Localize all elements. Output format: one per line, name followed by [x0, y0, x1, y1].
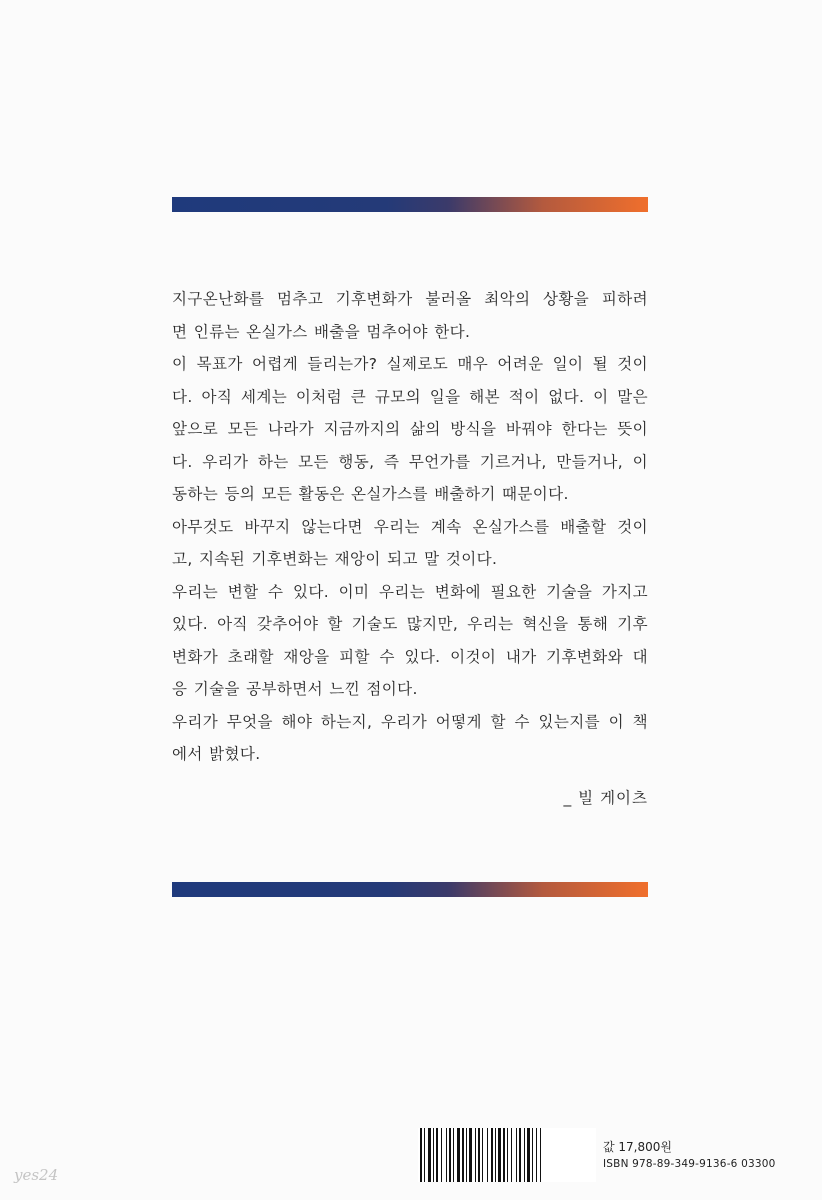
text-line: 아무것도 바꾸지 않는다면 우리는 계속 온실가스를 배출할 것이: [172, 517, 648, 536]
barcode-bar: [495, 1128, 496, 1182]
top-gradient-rule: [172, 197, 648, 212]
barcode-bar: [503, 1128, 505, 1182]
text-line: 면 인류는 온실가스 배출을 멈추어야 한다.: [172, 322, 471, 341]
barcode-bar: [540, 1128, 541, 1182]
barcode-icon: [418, 1128, 596, 1182]
text-line: 다. 아직 세계는 이처럼 큰 규모의 일을 해본 적이 없다. 이 말은: [172, 387, 648, 406]
text-line: 변화가 초래할 재앙을 피할 수 있다. 이것이 내가 기후변화와 대: [172, 647, 648, 666]
barcode-bar: [433, 1128, 434, 1182]
text-line: 에서 밝혔다.: [172, 745, 261, 763]
price-label: 값 17,800원: [603, 1140, 672, 1154]
barcode-bar: [524, 1128, 525, 1182]
author-signature: _ 빌 게이츠: [563, 789, 648, 807]
barcode-bar: [482, 1128, 483, 1182]
barcode-bar: [453, 1128, 454, 1182]
barcode-bar: [469, 1128, 472, 1182]
barcode-bar: [457, 1128, 460, 1182]
barcode-bar: [462, 1128, 464, 1182]
text-line: 우리는 변할 수 있다. 이미 우리는 변화에 필요한 기술을 가지고: [172, 582, 648, 601]
barcode-bar: [466, 1128, 467, 1182]
text-line: 응 기술을 공부하면서 느낀 점이다.: [172, 680, 418, 698]
barcode-bar: [536, 1128, 537, 1182]
barcode-bar: [498, 1128, 501, 1182]
barcode-bar: [436, 1128, 438, 1182]
text-line: 우리가 무엇을 해야 하는지, 우리가 어떻게 할 수 있는지를 이 책: [172, 712, 648, 731]
bottom-gradient-rule: [172, 882, 648, 897]
barcode-bar: [511, 1128, 512, 1182]
text-line: 있다. 아직 갖추어야 할 기술도 많지만, 우리는 혁신을 통해 기후: [172, 615, 648, 633]
barcode-bar: [516, 1128, 517, 1182]
barcode-bar: [441, 1128, 442, 1182]
barcode-bar: [519, 1128, 521, 1182]
text-line: 동하는 등의 모든 활동은 온실가스를 배출하기 때문이다.: [172, 485, 569, 503]
barcode-bar: [532, 1128, 533, 1182]
barcode-bar: [428, 1128, 431, 1182]
barcode-bar: [449, 1128, 451, 1182]
barcode-bar: [420, 1128, 422, 1182]
text-line: 이 목표가 어렵게 들리는가? 실제로도 매우 어려운 일이 될 것이: [172, 355, 648, 373]
barcode-bar: [527, 1128, 530, 1182]
barcode-bar: [475, 1128, 476, 1182]
text-line: 지구온난화를 멈추고 기후변화가 불러올 최악의 상황을 피하려: [172, 290, 648, 308]
barcode-bar: [487, 1128, 488, 1182]
barcode-bar: [446, 1128, 447, 1182]
cover-quote-text: [172, 283, 648, 771]
text-line: 다. 우리가 하는 모든 행동, 즉 무언가를 기르거나, 만들거나, 이: [172, 452, 648, 471]
barcode-bar: [424, 1128, 425, 1182]
barcode-bar: [507, 1128, 508, 1182]
text-line: 앞으로 모든 나라가 지금까지의 삶의 방식을 바꿔야 한다는 뜻이: [172, 420, 648, 438]
isbn-label: ISBN 978-89-349-9136-6 03300: [603, 1158, 776, 1170]
watermark-logo: yes24: [14, 1166, 59, 1184]
barcode-bar: [491, 1128, 493, 1182]
text-line: 고, 지속된 기후변화는 재앙이 되고 말 것이다.: [172, 550, 498, 568]
barcode-bar: [478, 1128, 480, 1182]
